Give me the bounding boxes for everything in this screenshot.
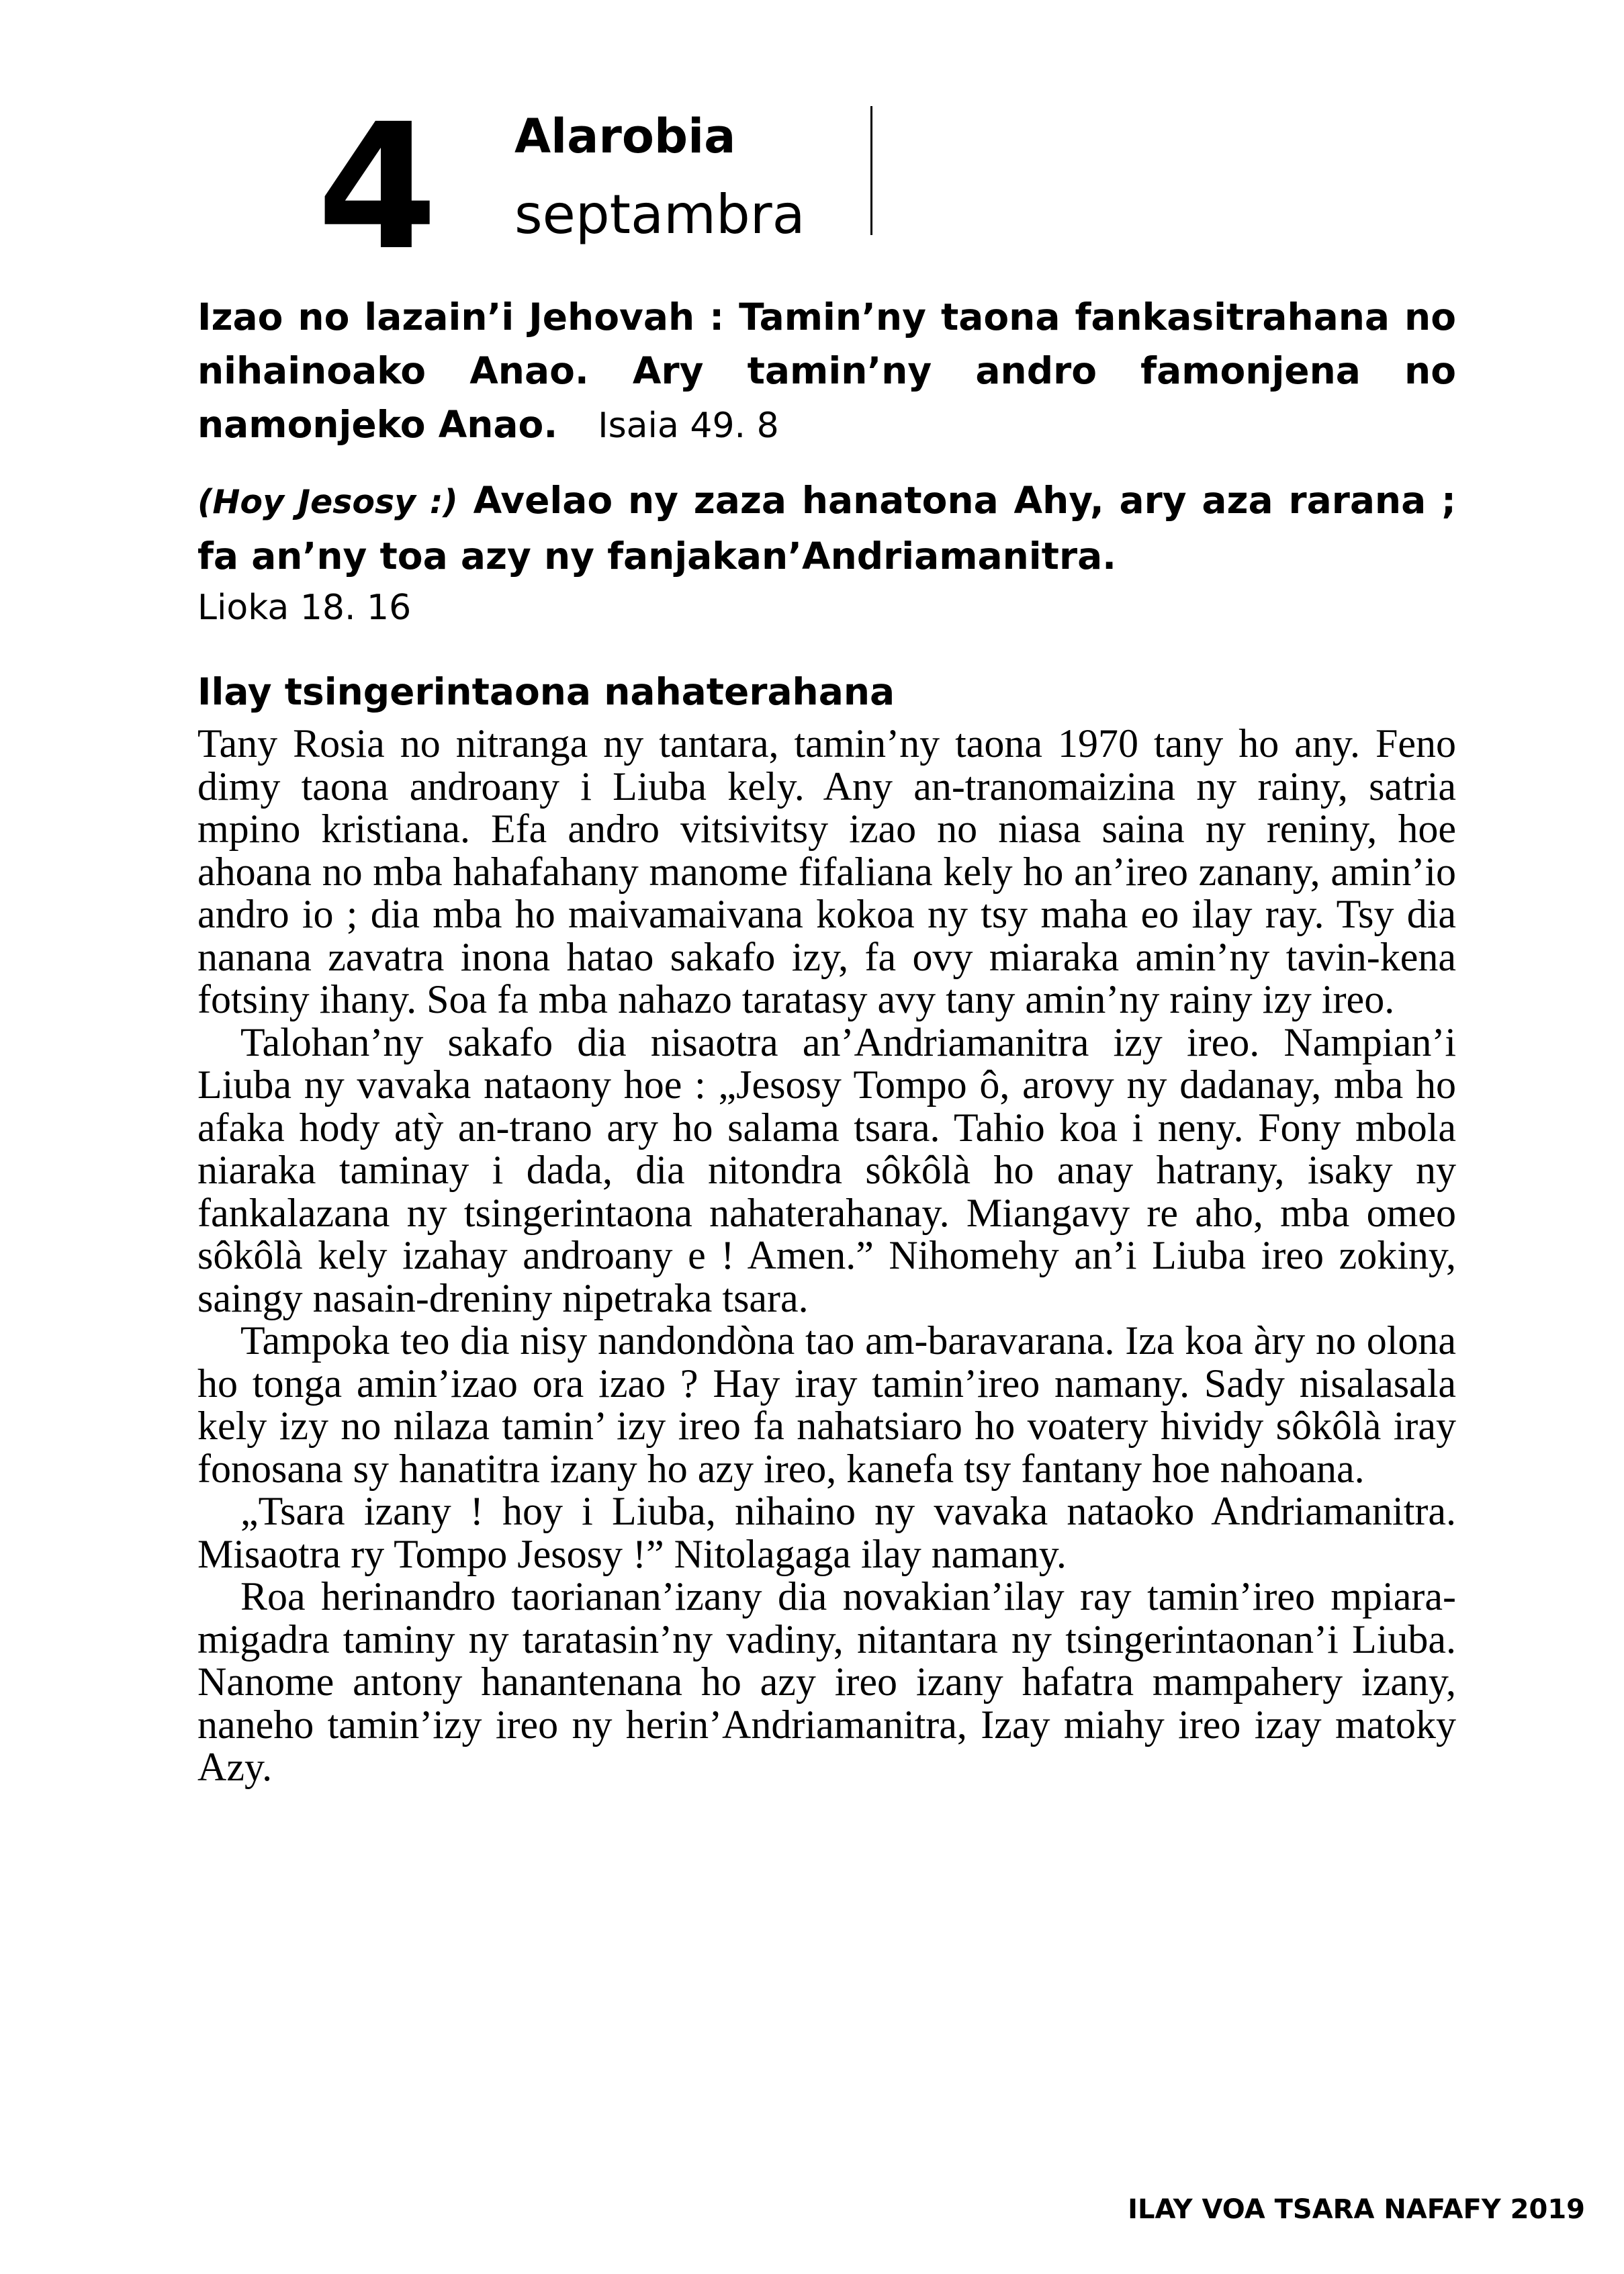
verse-text: Avelao ny zaza hanatona Ahy, ary aza rarana ; fa an’ny toa azy ny fanjakan’Andriamanitra. (197, 479, 1456, 578)
verse-speaker: (Hoy Jesosy :) (197, 483, 458, 521)
verse-new-testament (197, 473, 1456, 633)
verse-reference: Isaia 49. 8 (598, 406, 779, 446)
verse-text: Izao no lazain’i Jehovah : Tamin’ny taona fankasitrahana no nihainoako Anao. Ary tamin’ny andro famonjena no namonjeko Anao. (197, 295, 1456, 446)
story-paragraph: Roa herinandro taorianan’izany dia novakian’ilay ray tamin’ireo mpiara-migadra taminy ny taratasin’ny vadiny, nitantara ny tsingerintaonan’i Liuba. Nanome antony hanantenana ho azy ireo izany hafatra mampahery izany, naneho tamin’izy ireo ny herin’Andriamanitra, Izay miahy ireo izay matoky Azy. (197, 1574, 1456, 1789)
story-title: Ilay tsingerintaona nahaterahana (197, 670, 895, 713)
verse-old-testament (197, 290, 1456, 453)
story-body (197, 723, 1456, 1789)
header-divider (870, 106, 872, 235)
story-paragraph: Talohan’ny sakafo dia nisaotra an’Andriamanitra izy ireo. Nampian’i Liuba ny vavaka nataony hoe : „Jesosy Tompo ô, arovy ny dadanay, mba ho afaka hody atỳ an-trano ary ho salama tsara. Tahio koa i neny. Fony mbola niaraka taminay i dada, dia nitondra sôkôlà ho anay hatrany, isaky ny fankalazana ny tsingerintaona nahaterahanay. Miangavy re aho, mba omeo sôkôlà kely izahay androany e ! Amen.” Nihomehy an’i Liuba ireo zokiny, saingy nasain-dreniny nipetraka tsara. (197, 1019, 1456, 1320)
weekday-label: Alarobia (514, 109, 736, 164)
story-paragraph: Tany Rosia no nitranga ny tantara, tamin’ny taona 1970 tany ho any. Feno dimy taona androany i Liuba kely. Any an-tranomaizina ny rainy, satria mpino kristiana. Efa andro vitsivitsy izao no niasa saina ny reniny, hoe ahoana no mba hahafahany manome fifaliana kely ho an’ireo zanany, amin’io andro io ; dia mba ho maivamaivana kokoa ny tsy maha eo ilay ray. Tsy dia nanana zavatra inona hatao sakafo izy, fa ovy miaraka amin’ny tavin-kena fotsiny ihany. Soa fa mba nahazo taratasy avy tany amin’ny rainy izy ireo. (197, 721, 1456, 1021)
publication-footer: ILAY VOA TSARA NAFAFY 2019 (1128, 2194, 1585, 2225)
month-label: septambra (514, 183, 805, 246)
day-number: 4 (317, 87, 434, 288)
story-paragraph: „Tsara izany ! hoy i Liuba, nihaino ny vavaka nataoko Andriamanitra. Misaotra ry Tompo Jesosy !” Nitolagaga ilay namany. (197, 1489, 1456, 1576)
verse-reference: Lioka 18. 16 (197, 588, 412, 628)
story-paragraph: Tampoka teo dia nisy nandondòna tao am-baravarana. Iza koa àry no olona ho tonga amin’izao ora izao ? Hay iray tamin’ireo namany. Sady nisalasala kely izy no nilaza tamin’ izy ireo fa nahatsiaro ho voatery hividy sôkôlà iray fonosana sy hanatitra izany ho azy ireo, kanefa tsy fantany hoe nahoana. (197, 1318, 1456, 1491)
